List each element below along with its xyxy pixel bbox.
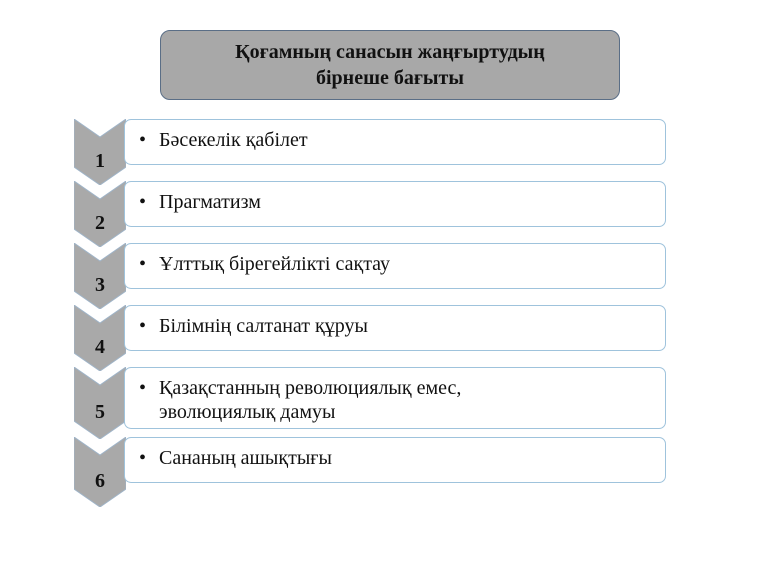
bullet-icon: • (139, 315, 147, 337)
direction-label: Ұлттық бірегейлікті сақтау (159, 253, 391, 275)
bullet-icon: • (139, 191, 147, 213)
title-line-1: Қоғамның санасын жаңғыртудың (235, 41, 545, 63)
direction-box (124, 181, 666, 227)
direction-label: эволюциялық дамуы (159, 401, 336, 423)
direction-box (124, 305, 666, 351)
direction-label: Қазақстанның революциялық емес, (159, 377, 462, 399)
direction-label: Білімнің салтанат құруы (159, 315, 368, 337)
direction-box (124, 243, 666, 289)
bullet-icon: • (139, 129, 147, 151)
bullet-icon: • (139, 447, 147, 469)
direction-text (139, 190, 655, 214)
direction-box (124, 119, 666, 165)
direction-text (139, 446, 655, 470)
direction-box (124, 437, 666, 483)
step-number: 6 (95, 470, 105, 492)
direction-label: Сананың ашықтығы (159, 447, 332, 469)
title-line-2: бірнеше бағыты (316, 67, 464, 89)
direction-text (139, 252, 655, 276)
step-number: 5 (95, 401, 105, 423)
direction-label: Прагматизм (159, 191, 261, 213)
bullet-icon: • (139, 377, 147, 399)
step-number: 2 (95, 212, 105, 234)
direction-box (124, 367, 666, 429)
direction-text (139, 376, 655, 424)
direction-label: Бәсекелік қабілет (159, 129, 308, 151)
direction-text (139, 128, 655, 152)
step-number: 1 (95, 150, 105, 172)
step-number: 3 (95, 274, 105, 296)
step-number: 4 (95, 336, 105, 358)
direction-text (139, 314, 655, 338)
bullet-icon: • (139, 253, 147, 275)
